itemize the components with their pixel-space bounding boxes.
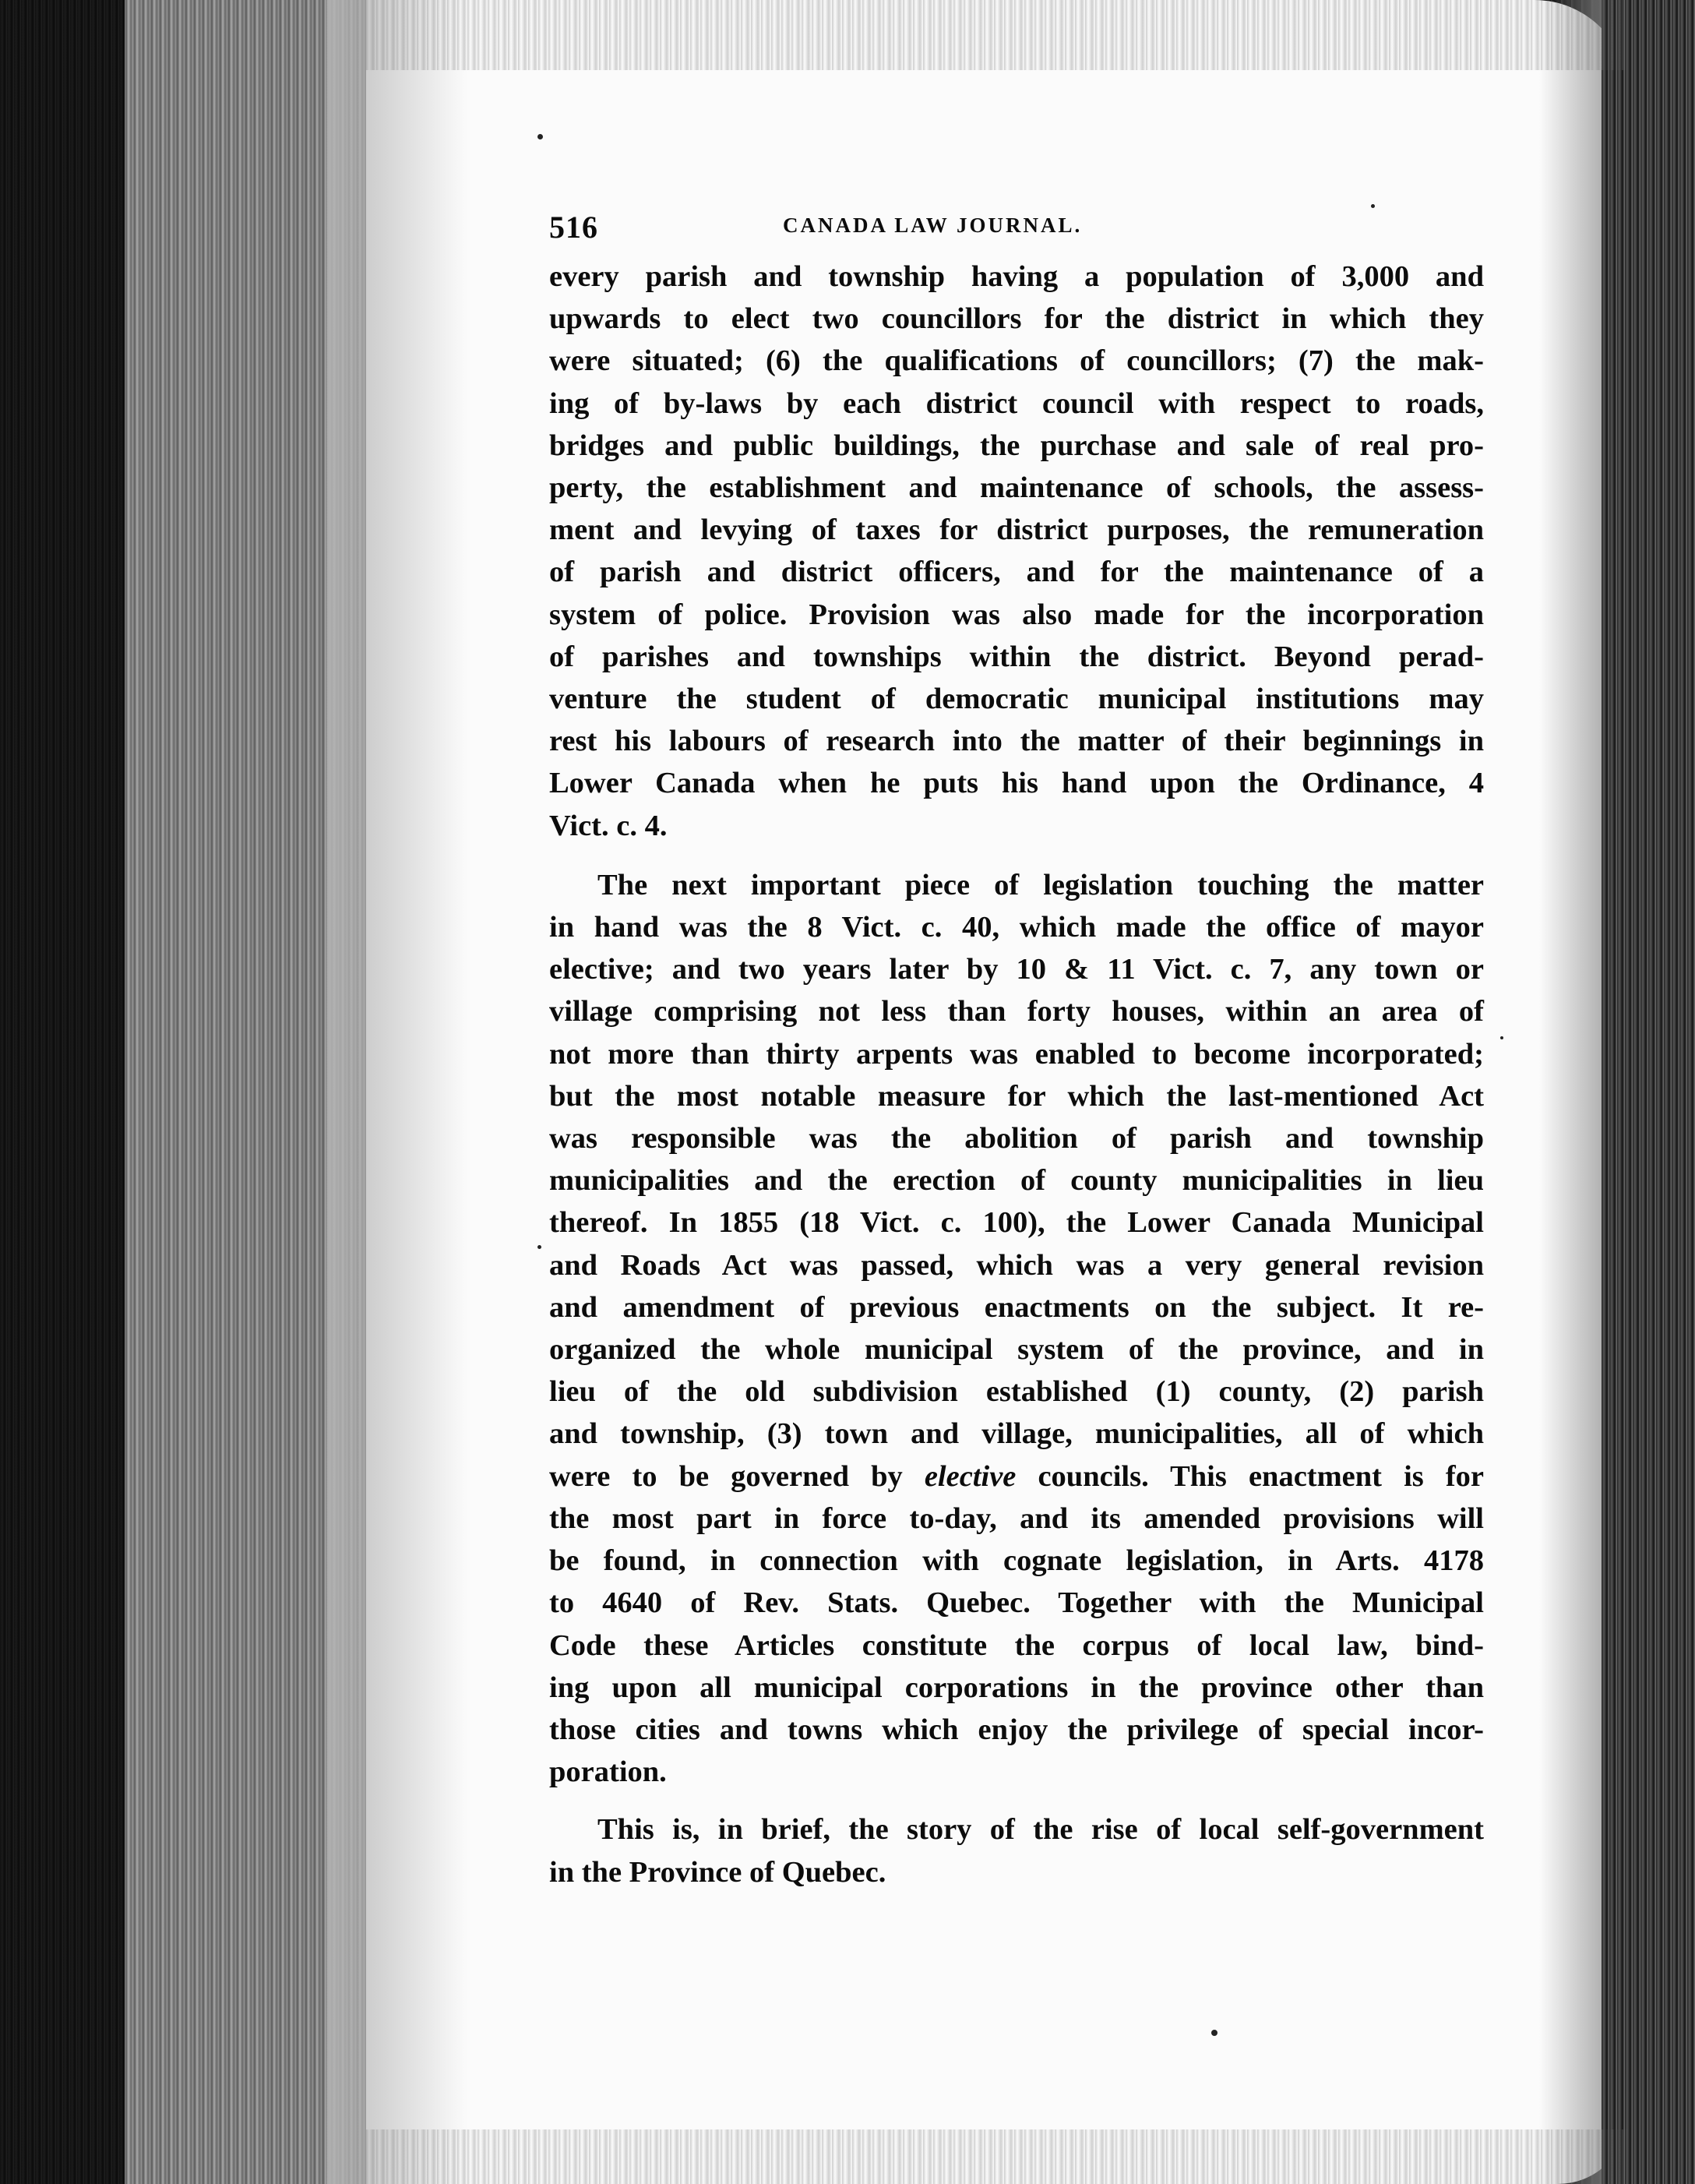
text-line: ment and levying of taxes for district purposes, the remuneration — [549, 513, 1484, 547]
speck — [1371, 204, 1375, 208]
text-line: of parishes and townships within the district. Beyond perad- — [549, 640, 1484, 673]
text-line: those cities and towns which enjoy the privilege of special incor- — [549, 1713, 1484, 1746]
text-line: every parish and township having a population of 3,000 and — [549, 260, 1484, 293]
text-line: were situated; (6) the qualifications of councillors; (7) the mak- — [549, 344, 1484, 378]
text-line: were to be governed by elective councils. This enactment is for — [549, 1459, 1484, 1493]
bottom-edge-noise — [366, 2129, 1628, 2184]
text-line: ing of by-laws by each district council with respect to roads, — [549, 386, 1484, 420]
speck — [537, 1245, 541, 1249]
text-line: upwards to elect two councillors for the district in which they — [549, 302, 1484, 336]
text-line: and Roads Act was passed, which was a very general revision — [549, 1248, 1484, 1282]
top-edge-noise — [366, 0, 1628, 70]
text-line: poration. — [549, 1755, 667, 1789]
text-line: Vict. c. 4. — [549, 809, 668, 842]
text-line: the most part in force to-day, and its amended provisions will — [549, 1501, 1484, 1535]
speck — [1500, 1036, 1503, 1039]
page-number: 516 — [549, 210, 598, 245]
speck — [1211, 2030, 1218, 2036]
text-line: bridges and public buildings, the purchase and sale of real pro- — [549, 429, 1484, 462]
paragraph — [549, 864, 1484, 1793]
text-line: was responsible was the abolition of parish and township — [549, 1122, 1484, 1156]
text-line: lieu of the old subdivision established (1) county, (2) parish — [549, 1375, 1484, 1409]
text-line: and township, (3) town and village, municipalities, all of which — [549, 1417, 1484, 1451]
text-line: in the Province of Quebec. — [549, 1855, 886, 1889]
text-line: village comprising not less than forty houses, within an area of — [549, 995, 1484, 1028]
text-line: of parish and district officers, and for the maintenance of a — [549, 556, 1484, 589]
speck — [537, 134, 543, 139]
text-line: Lower Canada when he puts his hand upon the Ordinance, 4 — [549, 767, 1484, 800]
running-head — [549, 209, 1484, 256]
journal-title: CANADA LAW JOURNAL. — [783, 213, 1083, 237]
text-line: perty, the establishment and maintenance of schools, the assess- — [549, 471, 1484, 505]
text-line: venture the student of democratic municipal institutions may — [549, 683, 1484, 716]
gutter-fade — [327, 0, 467, 2184]
text-line: The next important piece of legislation touching the matter — [597, 868, 1484, 901]
text-line: thereof. In 1855 (18 Vict. c. 100), the Lower Canada Municipal — [549, 1206, 1484, 1240]
right-page-edge — [1602, 0, 1695, 2184]
text-line: This is, in brief, the story of the rise of local self-government — [597, 1813, 1484, 1847]
text-line: to 4640 of Rev. Stats. Quebec. Together with the Municipal — [549, 1586, 1484, 1620]
text-line: ing upon all municipal corporations in the province other than — [549, 1671, 1484, 1704]
text-line: organized the whole municipal system of the province, and in — [549, 1333, 1484, 1367]
text-line: rest his labours of research into the matter of their beginnings in — [549, 725, 1484, 758]
text-line: system of police. Provision was also made for the incorporation — [549, 598, 1484, 631]
text-line: Code these Articles constitute the corpus of local law, bind- — [549, 1628, 1484, 1662]
paragraph — [549, 1808, 1484, 1893]
text-line: elective; and two years later by 10 & 11 Vict. c. 7, any town or — [549, 953, 1484, 986]
text-line: not more than thirty arpents was enabled to become incorporated; — [549, 1037, 1484, 1071]
paragraph — [549, 256, 1484, 847]
text-line: be found, in connection with cognate legislation, in Arts. 4178 — [549, 1544, 1484, 1578]
text-line: municipalities and the erection of county municipalities in lieu — [549, 1164, 1484, 1198]
text-line: and amendment of previous enactments on the subject. It re- — [549, 1290, 1484, 1324]
book-spine-shadow — [0, 0, 140, 2184]
text-line: in hand was the 8 Vict. c. 40, which made the office of mayor — [549, 911, 1484, 944]
page-text — [549, 209, 1484, 1893]
text-line: but the most notable measure for which the last-mentioned Act — [549, 1079, 1484, 1113]
emphasis: elective — [924, 1459, 1017, 1493]
